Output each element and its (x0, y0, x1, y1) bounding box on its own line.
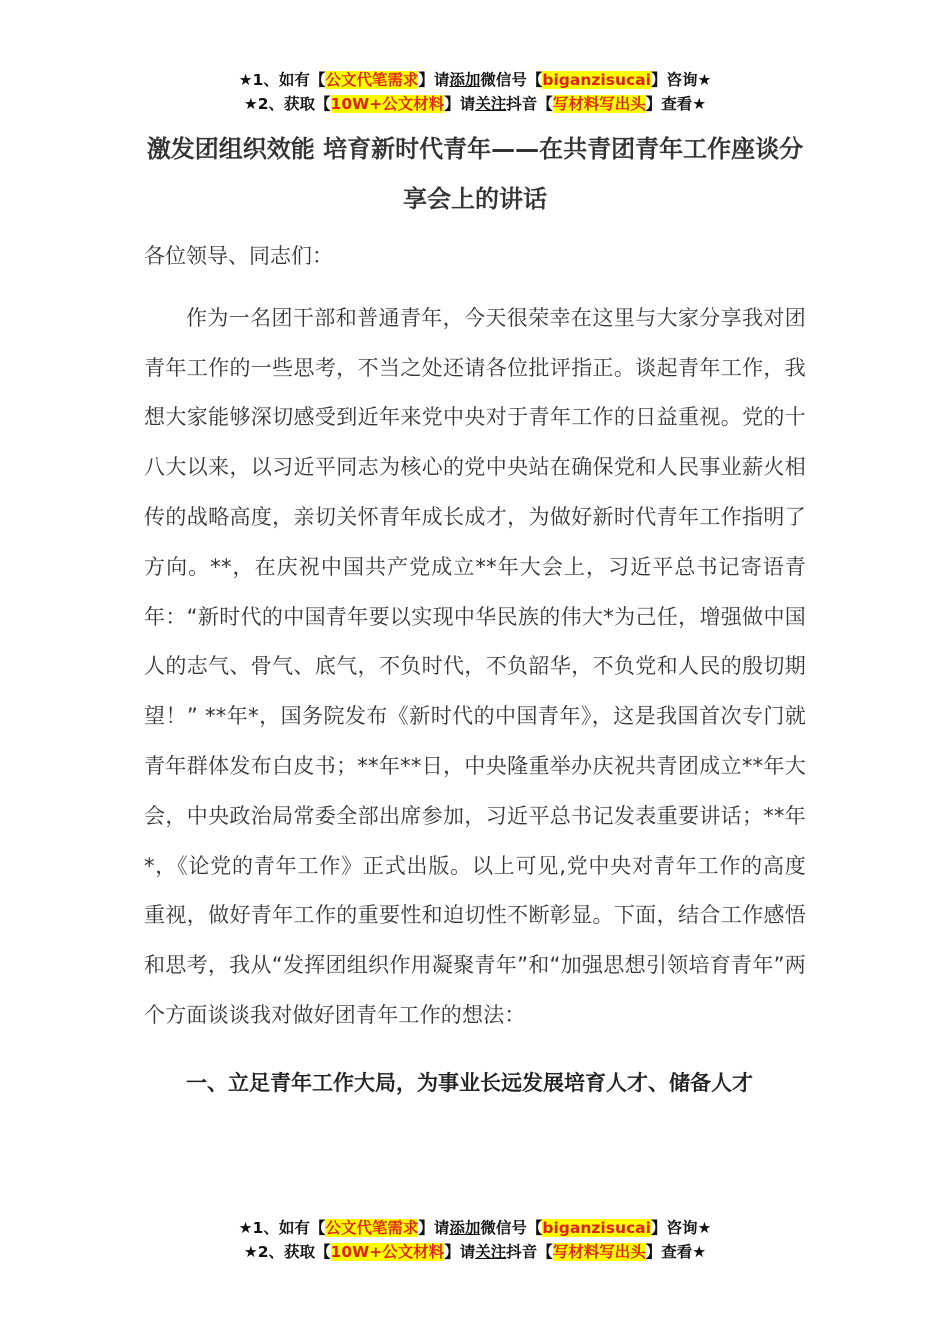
promo-line-1-prefix: ★1、如有【 (238, 1219, 326, 1237)
promo-line-2-suffix: 】查看★ (645, 95, 707, 113)
promo-line-1-mid1: 】请 (418, 71, 450, 89)
promo-highlight-materials: 10W+公文材料 (330, 95, 445, 113)
promo-line-1-mid2: 微信号【 (480, 71, 543, 89)
document-body (144, 232, 806, 1109)
promo-highlight-materials: 10W+公文材料 (330, 1243, 445, 1261)
promo-underlined-add: 添加 (449, 71, 481, 89)
salutation: 各位领导、同志们： (144, 244, 333, 268)
promo-line-1-suffix: 】咨询★ (650, 71, 712, 89)
promo-line-2-bottom (0, 1240, 950, 1264)
promo-line-1-mid1: 】请 (418, 1219, 450, 1237)
promo-line-2 (0, 92, 950, 116)
promo-line-1 (0, 68, 950, 92)
promo-underlined-add: 添加 (449, 1219, 481, 1237)
promo-line-1-bottom (0, 1216, 950, 1240)
section-heading-1: 一、立足青年工作大局，为事业长远发展培育人才、储备人才 (186, 1070, 753, 1095)
promo-line-2-suffix: 】查看★ (645, 1243, 707, 1261)
promo-line-1-prefix: ★1、如有【 (238, 71, 326, 89)
promo-line-2-mid1: 】请 (444, 95, 476, 113)
promo-banner-top (0, 68, 950, 116)
promo-underlined-follow: 关注 (475, 95, 507, 113)
promo-underlined-follow: 关注 (475, 1243, 507, 1261)
body-paragraph: 作为一名团干部和普通青年，今天很荣幸在这里与大家分享我对团青年工作的一些思考，不当之处还请各位批评指正。谈起青年工作，我想大家能够深切感受到近年来党中央对于青年工作的日益重视。党的十八大以来，以习近平同志为核心的党中央站在确保党和人民事业薪火相传的战略高度，亲切关怀青年成长成才，为做好新时代青年工作指明了方向。**，在庆祝中国共产党成立**年大会上，习近平总书记寄语青年：“新时代的中国青年要以实现中华民族的伟大*为己任，增强做中国人的志气、骨气、底气，不负时代，不负韶华，不负党和人民的殷切期望！” **年*，国务院发布《新时代的中国青年》，这是我国首次专门就青年群体发布白皮书；**年**日，中央隆重举办庆祝共青团成立**年大会，中央政治局常委全部出席参加，习近平总书记发表重要讲话；**年*，《论党的青年工作》正式出版。以上可见,党中央对青年工作的高度重视，做好青年工作的重要性和迫切性不断彰显。下面，结合工作感悟和思考，我从“发挥团组织作用凝聚青年”和“加强思想引领培育青年”两个方面谈谈我对做好团青年工作的想法： (144, 305, 806, 1027)
promo-banner-bottom (0, 1216, 950, 1264)
promo-highlight-wechat-id: biganzisucai (542, 1219, 651, 1237)
document-title: 激发团组织效能 培育新时代青年——在共青团青年工作座谈分享会上的讲话 (146, 135, 804, 213)
promo-line-2-mid2: 抖音【 (506, 95, 553, 113)
promo-line-2-mid1: 】请 (444, 1243, 476, 1261)
promo-highlight-douyin-account: 写材料写出头 (552, 1243, 646, 1261)
promo-highlight-writing-service: 公文代笔需求 (325, 1219, 419, 1237)
promo-line-1-mid2: 微信号【 (480, 1219, 543, 1237)
promo-highlight-writing-service: 公文代笔需求 (325, 71, 419, 89)
promo-line-1-suffix: 】咨询★ (650, 1219, 712, 1237)
promo-highlight-wechat-id: biganzisucai (542, 71, 651, 89)
promo-line-2-prefix: ★2、获取【 (243, 95, 331, 113)
promo-line-2-mid2: 抖音【 (506, 1243, 553, 1261)
promo-line-2-prefix: ★2、获取【 (243, 1243, 331, 1261)
promo-highlight-douyin-account: 写材料写出头 (552, 95, 646, 113)
